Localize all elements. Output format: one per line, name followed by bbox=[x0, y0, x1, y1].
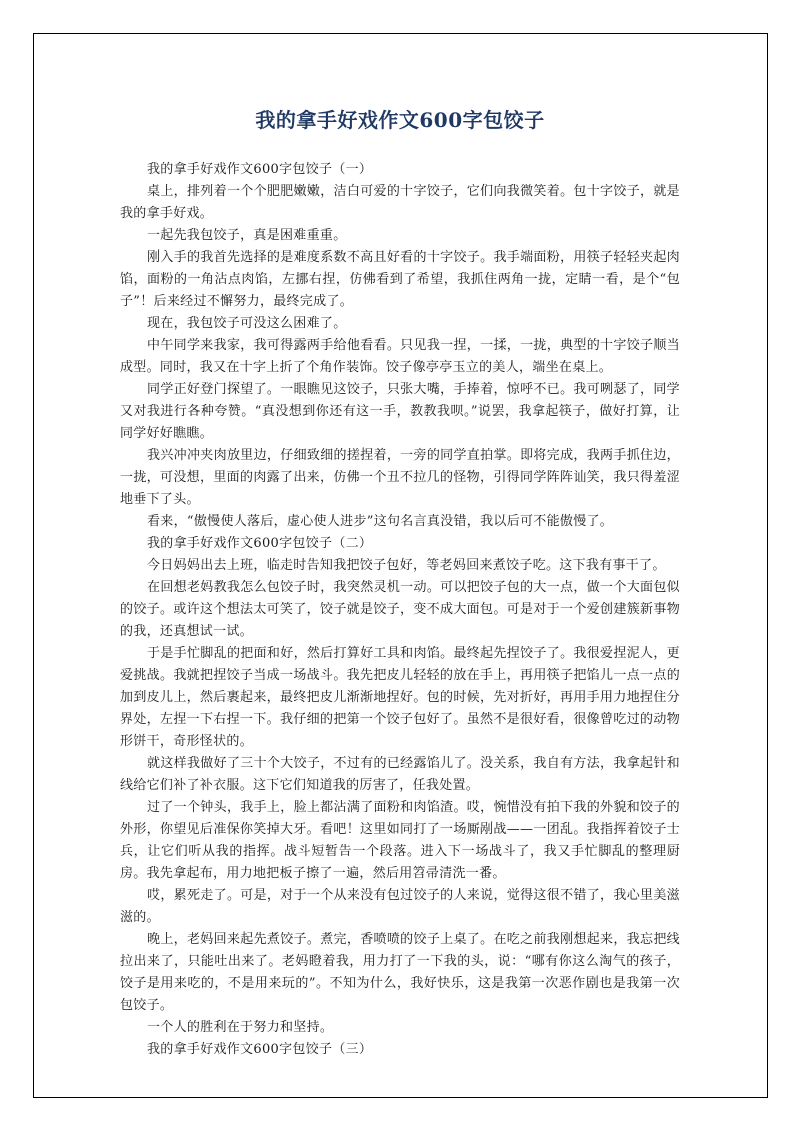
paragraph: 我兴冲冲夹肉放里边，仔细致细的搓捏着，一旁的同学直拍掌。即将完成，我两手抓住边，一拢，可没想，里面的肉露了出来，仿佛一个丑不拉几的怪物，引得同学阵阵讪笑，我只得羞涩地垂下了头。 bbox=[120, 448, 680, 507]
paragraph: 一起先我包饺子，真是困难重重。 bbox=[147, 228, 347, 243]
paragraph: 同学正好登门探望了。一眼瞧见这饺子，只张大嘴，手捧着，惊呼不已。我可咧瑟了，同学又对我进行各种夸赞。“真没想到你还有这一手，教教我呗。”说罢，我拿起筷子，做好打算，让同学好好瞧瞧。 bbox=[120, 382, 680, 441]
paragraph: 现在，我包饺子可没这么困难了。 bbox=[147, 316, 347, 331]
document-title: 我的拿手好戏作文600字包饺子 bbox=[255, 108, 545, 132]
paragraph: 就这样我做好了三十个大饺子，不过有的已经露馅儿了。没关系，我自有方法，我拿起针和线给它们补了补衣服。这下它们知道我的厉害了，任我处置。 bbox=[120, 756, 680, 793]
paragraph: 今日妈妈出去上班，临走时告知我把饺子包好，等老妈回来煮饺子吃。这下我有事干了。 bbox=[147, 558, 666, 573]
paragraph: 于是手忙脚乱的把面和好，然后打算好工具和肉馅。最终起先捏饺子了。我很爱捏泥人，更爱挑战。我就把捏饺子当成一场战斗。我先把皮儿轻轻的放在手上，再用筷子把馅儿一点一点的加到皮儿上，然后裹起来，最终把皮儿渐渐地捏好。包的时候，先对折好，再用手用力地捏住分界处，左捏一下右捏一下。我仔细的把第一个饺子包好了。虽然不是很好看，很像曾吃过的动物形饼干，奇形怪状的。 bbox=[120, 646, 680, 749]
paragraph: 看来，“傲慢使人落后，虚心使人进步”这句名言真没错，我以后可不能傲慢了。 bbox=[147, 514, 614, 529]
section-heading-3: 我的拿手好戏作文600字包饺子（三） bbox=[147, 1042, 373, 1057]
paragraph: 刚入手的我首先选择的是难度系数不高且好看的十字饺子。我手端面粉，用筷子轻轻夹起肉馅，面粉的一角沾点肉馅，左挪右捏，仿佛看到了希望，我抓住两角一拢，定睛一看，是个“包子”！后来经过不懈努力，最终完成了。 bbox=[120, 250, 680, 309]
paragraph: 晚上，老妈回来起先煮饺子。煮完，香喷喷的饺子上桌了。在吃之前我刚想起来，我忘把线拉出来了，只能吐出来了。老妈瞪着我，用力打了一下我的头，说：“哪有你这么淘气的孩子，饺子是用来吃的，不是用来玩的”。不知为什么，我好快乐，这是我第一次恶作剧也是我第一次包饺子。 bbox=[120, 932, 680, 1013]
paragraph: 在回想老妈教我怎么包饺子时，我突然灵机一动。可以把饺子包的大一点，做一个大面包似的饺子。或许这个想法太可笑了，饺子就是饺子，变不成大面包。可是对于一个爱创建簇新事物的我，还真想试一试。 bbox=[120, 580, 680, 639]
paragraph: 一个人的胜利在于努力和坚持。 bbox=[147, 1020, 334, 1035]
paragraph: 哎，累死走了。可是，对于一个从来没有包过饺子的人来说，觉得这很不错了，我心里美滋滋的。 bbox=[120, 888, 680, 925]
section-heading-1: 我的拿手好戏作文600字包饺子（一） bbox=[147, 162, 373, 177]
document-body bbox=[120, 159, 680, 1061]
section-heading-2: 我的拿手好戏作文600字包饺子（二） bbox=[147, 536, 373, 551]
paragraph: 过了一个钟头，我手上，脸上都沾满了面粉和肉馅渣。哎，惋惜没有拍下我的外貌和饺子的外形，你望见后准保你笑掉大牙。看吧！这里如同打了一场厮剐战——一团乱。我指挥着饺子士兵，让它们听从我的指挥。战斗短暂告一个段落。进入下一场战斗了，我又手忙脚乱的整理厨房。我先拿起布，用力地把板子擦了一遍，然后用笤帚清洗一番。 bbox=[120, 800, 680, 881]
paragraph: 桌上，排列着一个个肥肥嫩嫩，洁白可爱的十字饺子，它们向我微笑着。包十字饺子，就是我的拿手好戏。 bbox=[120, 184, 680, 221]
paragraph: 中午同学来我家，我可得露两手给他看看。只见我一捏，一揉，一拢，典型的十字饺子顺当成型。同时，我又在十字上折了个角作装饰。饺子像亭亭玉立的美人，端坐在桌上。 bbox=[120, 338, 680, 375]
